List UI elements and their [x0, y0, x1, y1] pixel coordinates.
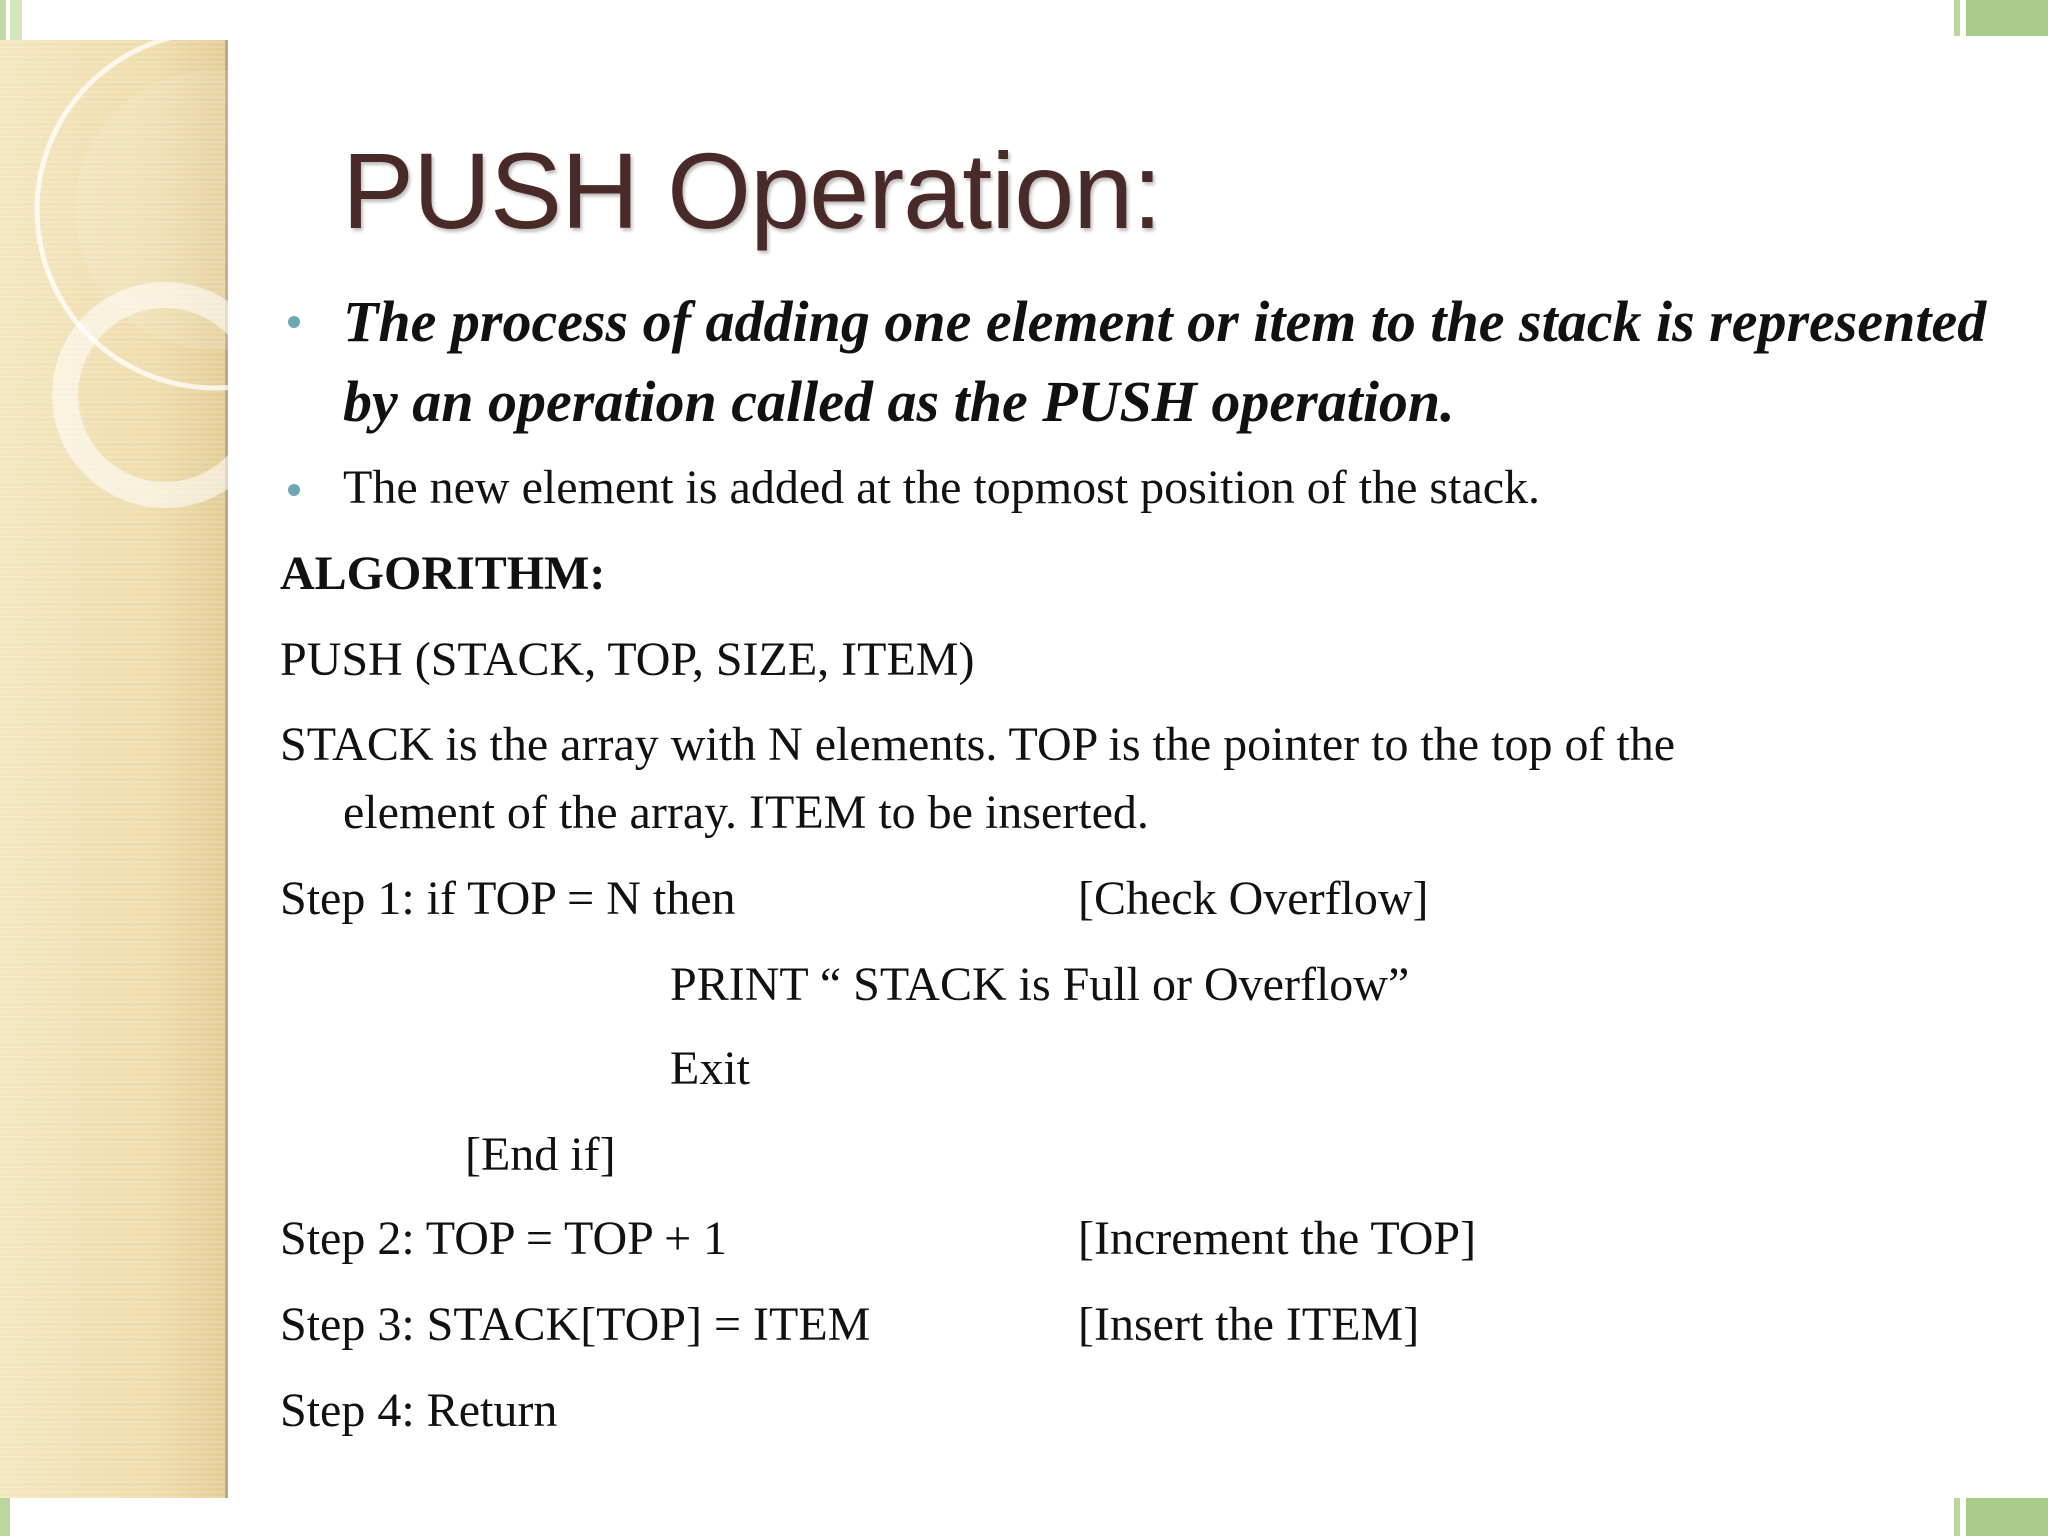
step-1-comment: [Check Overflow]	[1078, 872, 1429, 925]
step-3: Step 3: STACK[TOP] = ITEM	[280, 1298, 871, 1351]
step-1-exit: Exit	[670, 1042, 750, 1095]
bullet-item	[280, 282, 2000, 442]
step-2: Step 2: TOP = TOP + 1	[280, 1212, 728, 1265]
corner-decoration-bottom-right	[1948, 1498, 2048, 1536]
step-2-comment: [Increment the TOP]	[1078, 1212, 1477, 1265]
algorithm-heading: ALGORITHM:	[280, 547, 606, 600]
bullet-list	[280, 282, 2000, 518]
step-3-comment: [Insert the ITEM]	[1078, 1298, 1420, 1351]
corner-decoration-bottom-left	[0, 1498, 22, 1536]
bullet-dot-icon	[288, 316, 300, 328]
end-if: [End if]	[465, 1128, 616, 1181]
bullet-dot-icon	[288, 484, 300, 496]
decorative-side-panel	[0, 40, 228, 1498]
bullet-item	[280, 458, 2000, 518]
bullet-text: The new element is added at the topmost position of the stack.	[343, 461, 1541, 514]
algorithm-description-continued: element of the array. ITEM to be inserted.	[343, 786, 1149, 839]
step-1-print: PRINT “ STACK is Full or Overflow”	[670, 958, 1410, 1011]
bullet-text: The process of adding one element or item to the stack is represented by an operation called as the PUSH operation.	[343, 289, 1987, 434]
algorithm-description: STACK is the array with N elements. TOP is the pointer to the top of the	[280, 718, 1676, 771]
corner-decoration-top-left	[0, 0, 22, 40]
corner-decoration-top-right	[1948, 0, 2048, 36]
algorithm-signature: PUSH (STACK, TOP, SIZE, ITEM)	[280, 633, 975, 686]
slide-title: PUSH Operation:	[342, 130, 1162, 251]
step-4: Step 4: Return	[280, 1384, 558, 1437]
step-1: Step 1: if TOP = N then	[280, 872, 736, 925]
decorative-rings	[0, 40, 228, 1498]
